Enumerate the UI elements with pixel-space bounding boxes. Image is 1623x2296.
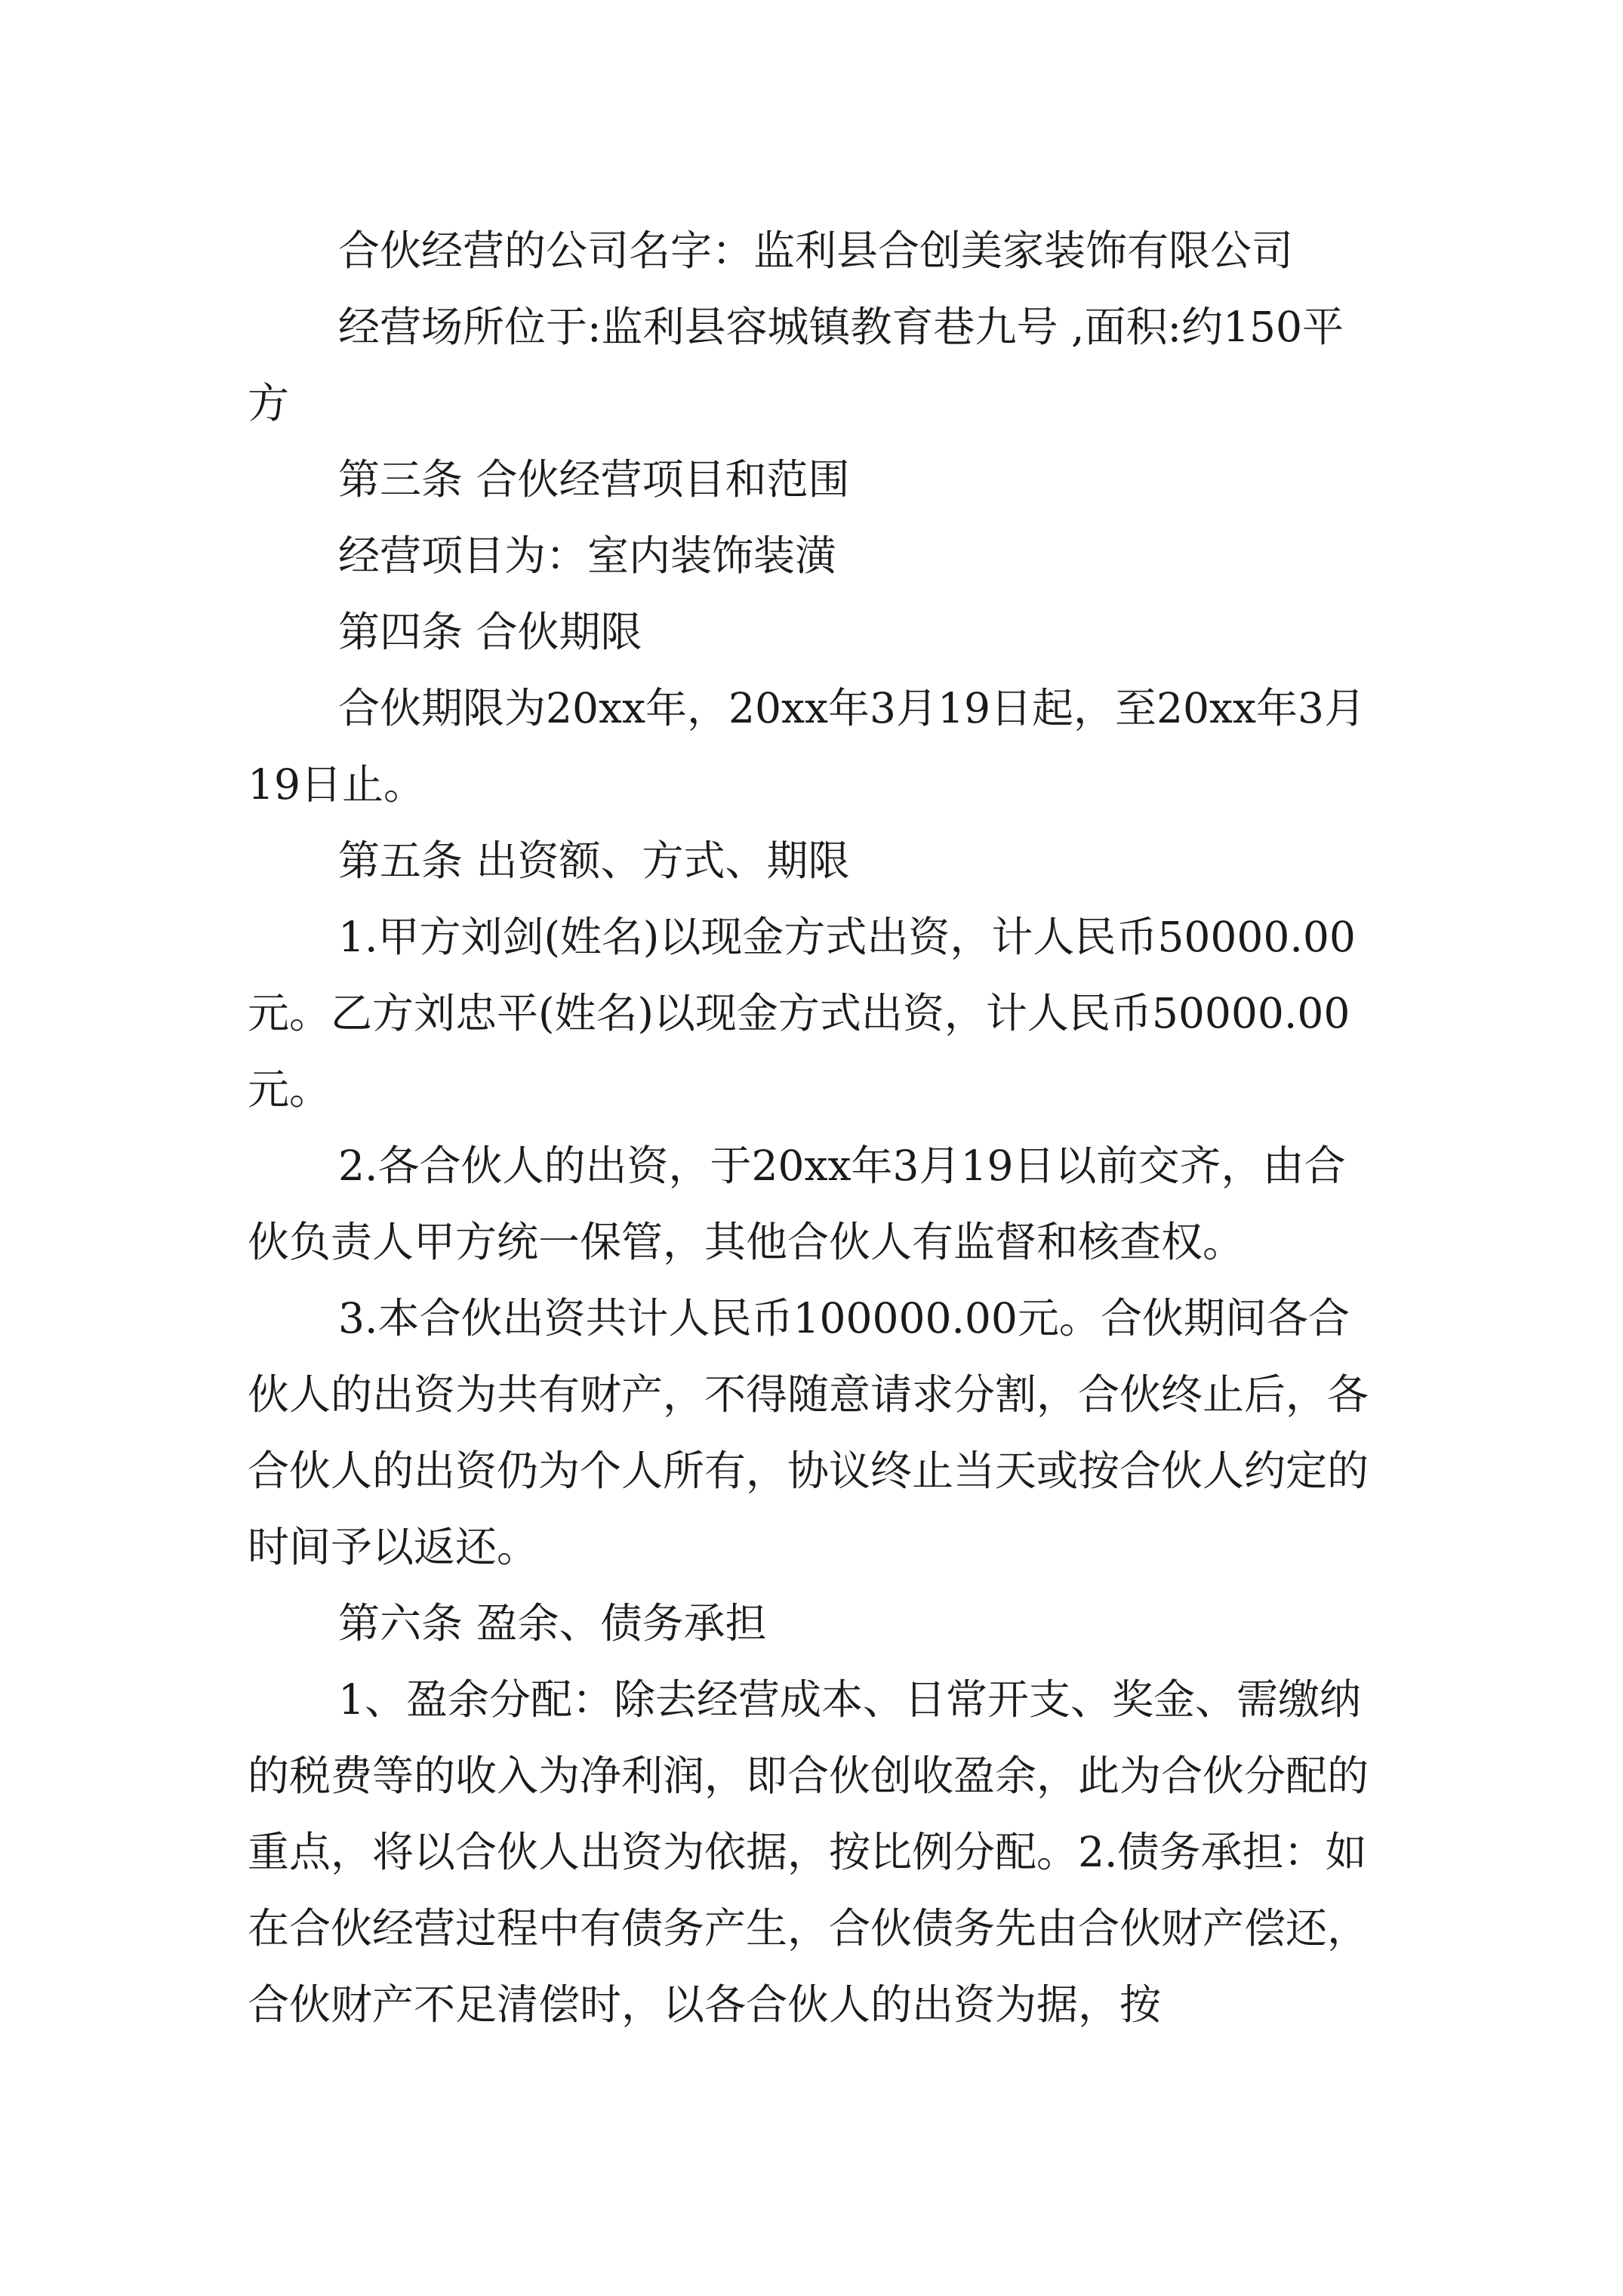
paragraph-profit-debt: 1、盈余分配：除去经营成本、日常开支、奖金、需缴纳的税费等的收入为净利润，即合伙创收盈余，此为合伙分配的重点，将以合伙人出资为依据，按比例分配。2.债务承担：如在合伙经营过程中有债务产生，合伙债务先由合伙财产偿还，合伙财产不足清偿时，以各合伙人的出资为据，按 xyxy=(248,1675,1369,2029)
heading-article-4: 第四条 合伙期限 xyxy=(338,608,642,656)
heading-article-5: 第五条 出资额、方式、期限 xyxy=(338,837,850,885)
paragraph-partnership-term: 合伙期限为20xx年，20xx年3月19日起，至20xx年3月19日止。 xyxy=(248,684,1366,809)
paragraph-contribution-2: 2.各合伙人的出资，于20xx年3月19日以前交齐，由合伙负责人甲方统一保管，其他合伙人有监督和核查权。 xyxy=(248,1142,1346,1266)
paragraph-contribution-3: 3.本合伙出资共计人民币100000.00元。合伙期间各合伙人的出资为共有财产，不得随意请求分割，合伙终止后，各合伙人的出资仍为个人所有，协议终止当天或按合伙人约定的时间予以返还。 xyxy=(248,1294,1369,1571)
heading-article-6: 第六条 盈余、债务承担 xyxy=(338,1599,767,1647)
paragraph-company-name: 合伙经营的公司名字：监利县合创美家装饰有限公司 xyxy=(338,227,1294,275)
paragraph-contribution-1: 1.甲方刘剑(姓名)以现金方式出资，计人民币50000.00元。乙方刘忠平(姓名)以现金方式出资，计人民币50000.00元。 xyxy=(248,913,1356,1114)
paragraph-business-scope: 经营项目为：室内装饰装潢 xyxy=(338,532,837,580)
document-body xyxy=(248,213,1380,2043)
heading-article-3: 第三条 合伙经营项目和范围 xyxy=(338,455,850,504)
paragraph-business-location: 经营场所位于:监利县容城镇教育巷九号 ,面积:约150平方 xyxy=(248,303,1344,427)
